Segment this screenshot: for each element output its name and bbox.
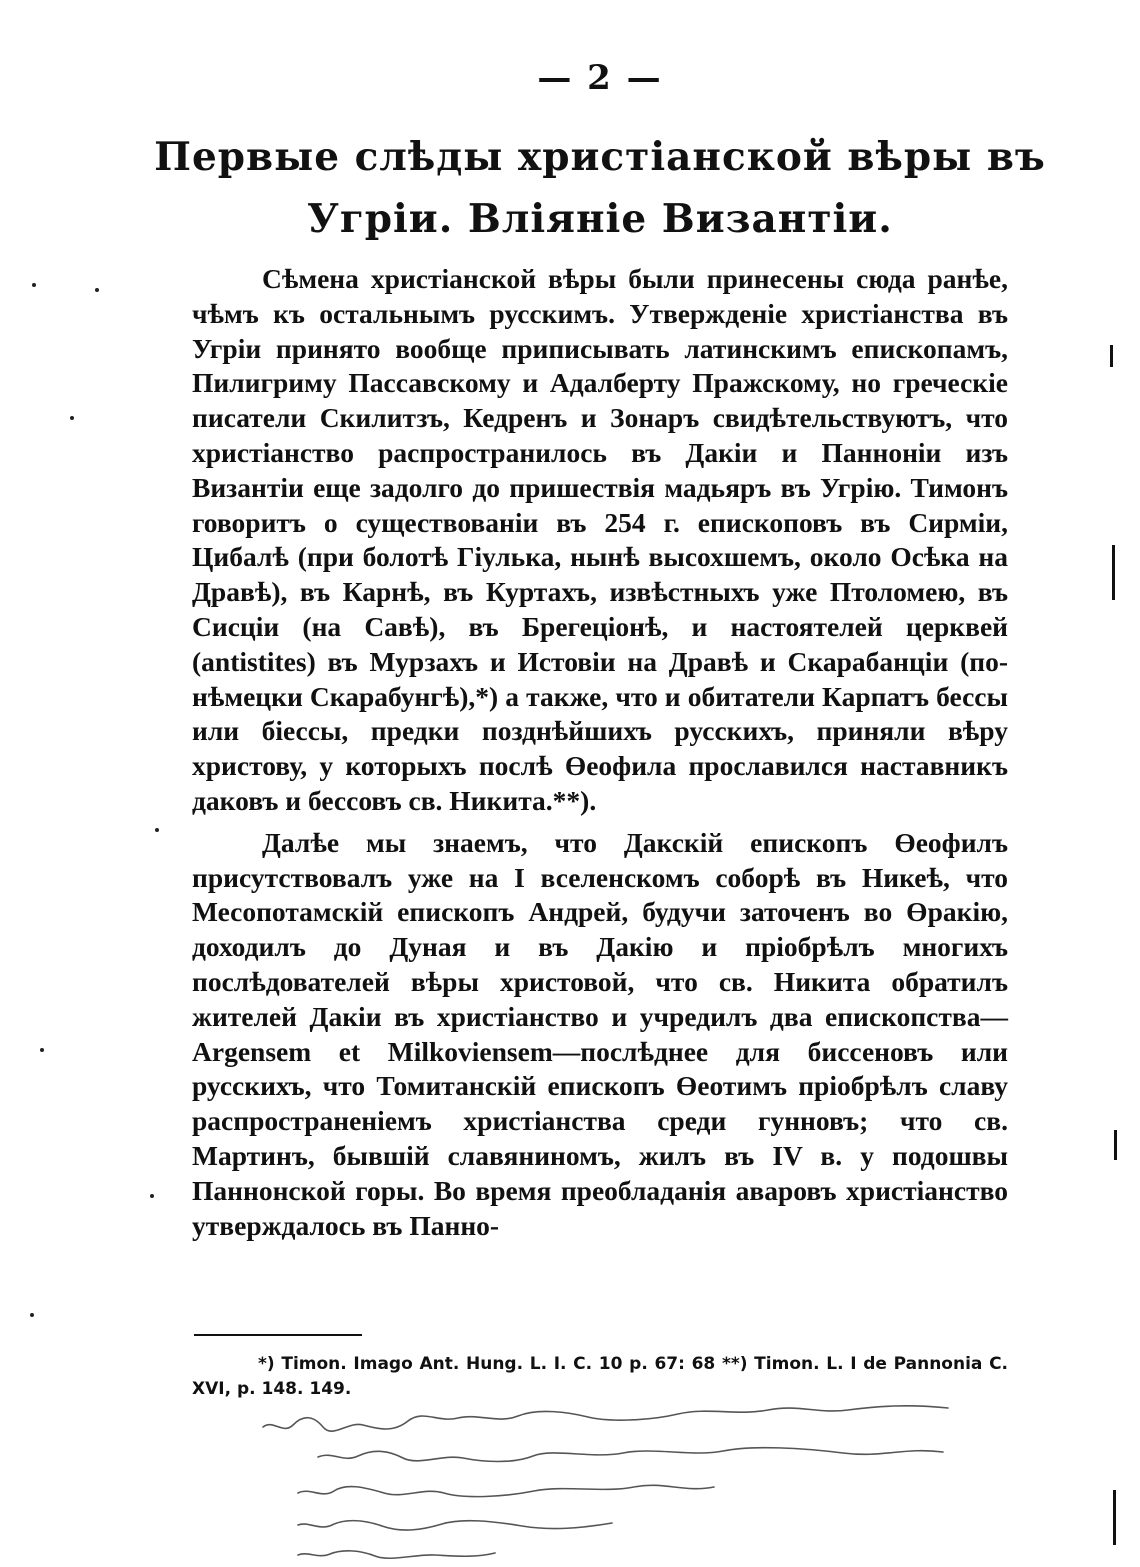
- paragraph-2: Далѣе мы знаемъ, что Дакскій епископъ Өеофилъ присутствовалъ уже на I вселенскомъ соборѣ въ Никеѣ, что Месопотамскій епископъ Андрей, будучи заточенъ во Өракію, доходилъ до Дуная и въ Дакію и пріобрѣлъ многихъ послѣдователей вѣры христовой, что св. Никита обратилъ жителей Дакіи въ христіанство и учредилъ два епископства—Argensem et Milkoviensem—послѣднее для биссеновъ или русскихъ, что Томитанскій епископъ Өеотимъ пріобрѣлъ славу распространеніемъ христіанства среди гунновъ; что св. Мартинъ, бывшій славяниномъ, жилъ въ IV в. у подошвы Паннонской горы. Во время преобладанія аваровъ христіанство утверждалось въ Панно-: [192, 826, 1008, 1241]
- chapter-title: [150, 126, 1050, 250]
- chapter-title-line-1: Первые слѣды христіанской вѣры въ: [154, 134, 1046, 180]
- scan-edge-mark: [1110, 345, 1113, 367]
- footnote: *) Timon. Imago Ant. Hung. L. I. C. 10 p. 67: 68 **) Timon. L. I de Pannonia C. XVI, p. 148. 149.: [192, 1354, 1008, 1399]
- scan-edge-mark: [1113, 1490, 1116, 1545]
- page-number: — 2 —: [537, 58, 663, 98]
- scan-edge-mark: [1112, 545, 1115, 600]
- scan-speck: [30, 1313, 34, 1317]
- scan-edge-mark: [1114, 1130, 1117, 1160]
- body-text: [192, 262, 1008, 1250]
- scan-speck: [155, 828, 159, 832]
- scan-speck: [95, 288, 99, 292]
- handwritten-annotation: [258, 1405, 1078, 1565]
- scan-speck: [32, 283, 36, 287]
- footnote-divider: [194, 1334, 362, 1336]
- paragraph-1: Сѣмена христіанской вѣры были принесены сюда ранѣе, чѣмъ къ остальнымъ русскимъ. Утвержденіе христіанства въ Угріи принято вообще приписывать латинскимъ епископамъ, Пилигриму Пассавскому и Адалберту Пражскому, но греческіе писатели Скилитзъ, Кедренъ и Зонаръ свидѣтельствуютъ, что христіанство распространилось въ Дакіи и Панноніи изъ Византіи еще задолго до пришествія мадьяръ въ Угрію. Тимонъ говоритъ о существованіи въ 254 г. епископовъ въ Сирміи, Цибалѣ (при болотѣ Гіулька, нынѣ высохшемъ, около Осѣка на Дравѣ), въ Карнѣ, въ Куртахъ, извѣстныхъ уже Птоломею, въ Сисціи (на Савѣ), въ Брегеціонѣ, и настоятелей церквей (antistites) въ Мурзахъ и Истовіи на Дравѣ и Скарабанціи (по-нѣмецки Скарабунгѣ),*) а также, что и обитатели Карпатъ бессы или біессы, предки позднѣйшихъ русскихъ, приняли вѣру христову, у которыхъ послѣ Өеофила прославился наставникъ даковъ и бессовъ св. Никита.**).: [192, 263, 1008, 816]
- scan-speck: [70, 416, 74, 420]
- scan-speck: [40, 1048, 44, 1052]
- chapter-title-line-2: Угріи. Вліяніе Византіи.: [307, 196, 893, 242]
- scan-speck: [150, 1194, 154, 1198]
